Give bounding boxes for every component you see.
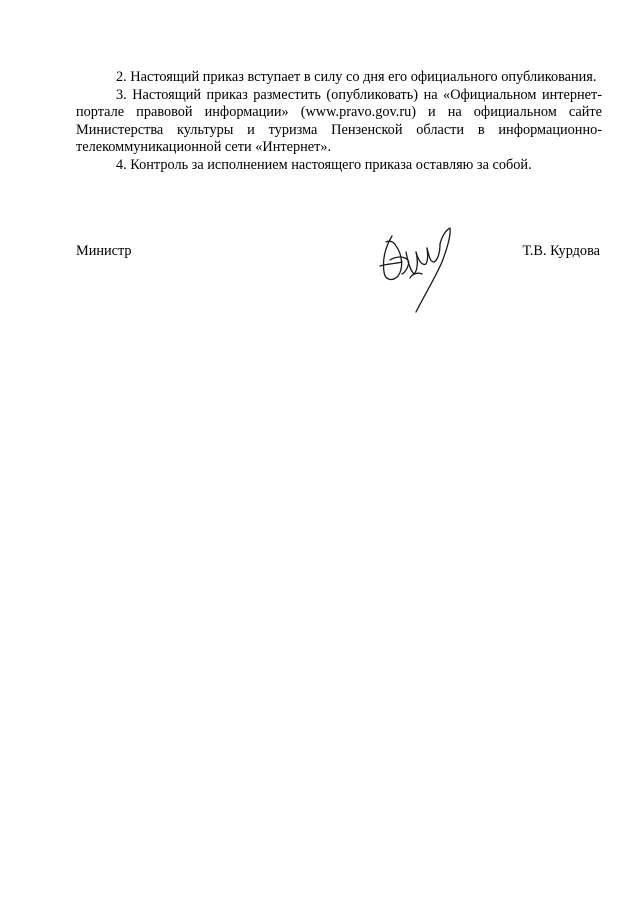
- handwritten-signature: [372, 222, 458, 314]
- signer-position: Министр: [76, 243, 132, 259]
- signer-name: Т.В. Курдова: [522, 243, 600, 259]
- signature-block: [76, 243, 600, 263]
- paragraph-control: 4. Контроль за исполнением настоящего приказа оставляю за собой.: [116, 156, 532, 173]
- paragraph-publication: 3. Настоящий приказ разместить (опубликовать) на «Официальном интернет-портале правовой информации» (www.pravo.gov.ru) и на официальном сайте Министерства культуры и туризма Пензенской области в информационно-телекоммуникационной сети «Интернет».: [76, 86, 602, 155]
- document-body: [76, 69, 602, 174]
- paragraph-effective-date: 2. Настоящий приказ вступает в силу со дня его официального опубликования.: [116, 69, 597, 85]
